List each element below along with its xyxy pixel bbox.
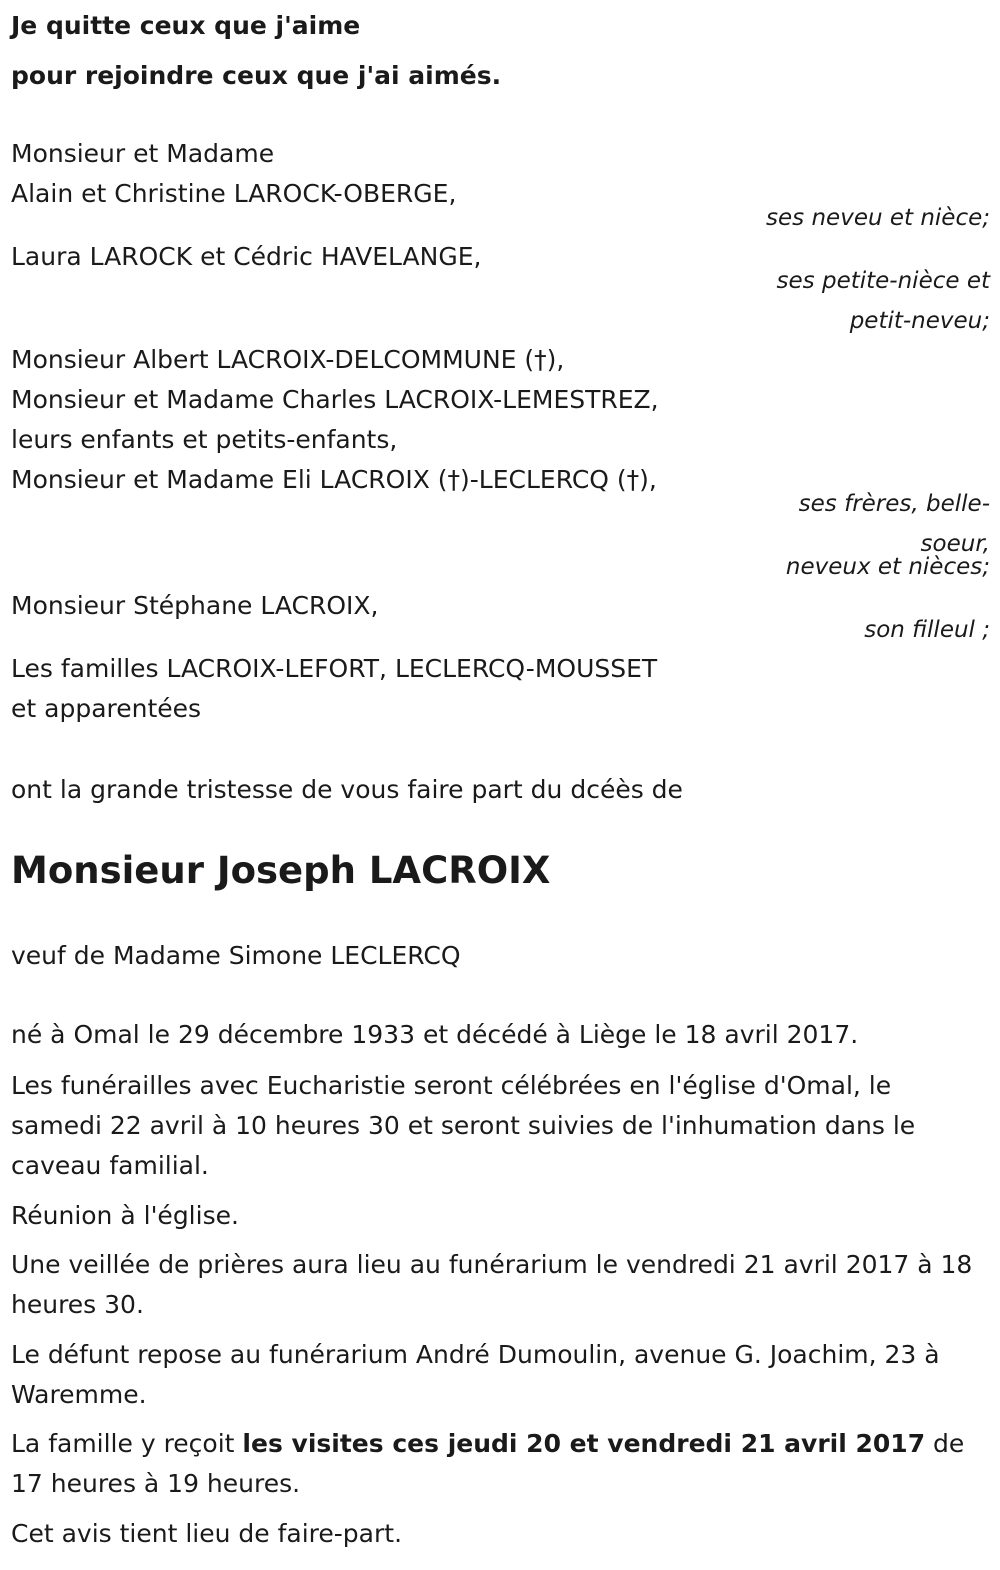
family-group1-line2: Alain et Christine LAROCK-OBERGE, [11,179,457,208]
closing-text: Cet avis tient lieu de faire-part. [11,1519,403,1548]
family-group3-relation-line3: neveux et nièces; [785,554,990,580]
family-group1-line1: Monsieur et Madame [11,139,275,168]
family-group3-line1: Monsieur Albert LACROIX-DELCOMMUNE (†), [11,345,565,374]
birth-death-text: né à Omal le 29 décembre 1933 et décédé à Liège le 18 avril 2017. [11,1020,859,1049]
family-group3-line3: leurs enfants et petits-enfants, [11,425,398,454]
visits-text-bold: les visites ces jeudi 20 et vendredi 21 avril 2017 [242,1429,926,1458]
family-group2-line1: Laura LAROCK et Cédric HAVELANGE, [11,242,482,271]
family-group3-relation-line1: ses frères, belle- [798,491,990,517]
visits-text-after: de 17 heures à 19 heures. [11,1429,965,1498]
deceased-name: Monsieur Joseph LACROIX [11,849,551,892]
family-group3-line2: Monsieur et Madame Charles LACROIX-LEMESTREZ, [11,385,659,414]
announcement-text: ont la grande tristesse de vous faire part du dcéès de [11,775,683,804]
family-group1-relation: ses neveu et nièce; [766,205,990,231]
visits-text-before: La famille y reçoit [11,1429,243,1458]
family-group2-relation-line1: ses petite-nièce et [776,268,990,294]
quote-line-1: Je quitte ceux que j'aime [11,11,361,40]
meeting-text: Réunion à l'église. [11,1201,239,1230]
deceased-spouse: veuf de Madame Simone LECLERCQ [11,941,461,970]
vigil-text: Une veillée de prières aura lieu au funérarium le vendredi 21 avril 2017 à 18 heures 30. [11,1250,973,1319]
family-group5-line2: et apparentées [11,694,202,723]
rest-text: Le défunt repose au funérarium André Dumoulin, avenue G. Joachim, 23 à Waremme. [11,1340,940,1409]
visits-text [11,1424,986,1504]
quote-line-2: pour rejoindre ceux que j'ai aimés. [11,61,502,90]
family-group5-line1: Les familles LACROIX-LEFORT, LECLERCQ-MOUSSET [11,654,658,683]
family-group4-relation: son filleul ; [864,617,990,643]
family-group3-line4: Monsieur et Madame Eli LACROIX (†)-LECLERCQ (†), [11,465,657,494]
family-group2-relation-line2: petit-neveu; [849,308,990,334]
family-group3-relation-line2: soeur, [920,531,990,557]
family-group4-line1: Monsieur Stéphane LACROIX, [11,591,379,620]
funeral-text: Les funérailles avec Eucharistie seront célébrées en l'église d'Omal, le samedi 22 avril à 10 heures 30 et seront suivies de l'inhumation dans le caveau familial. [11,1071,916,1180]
